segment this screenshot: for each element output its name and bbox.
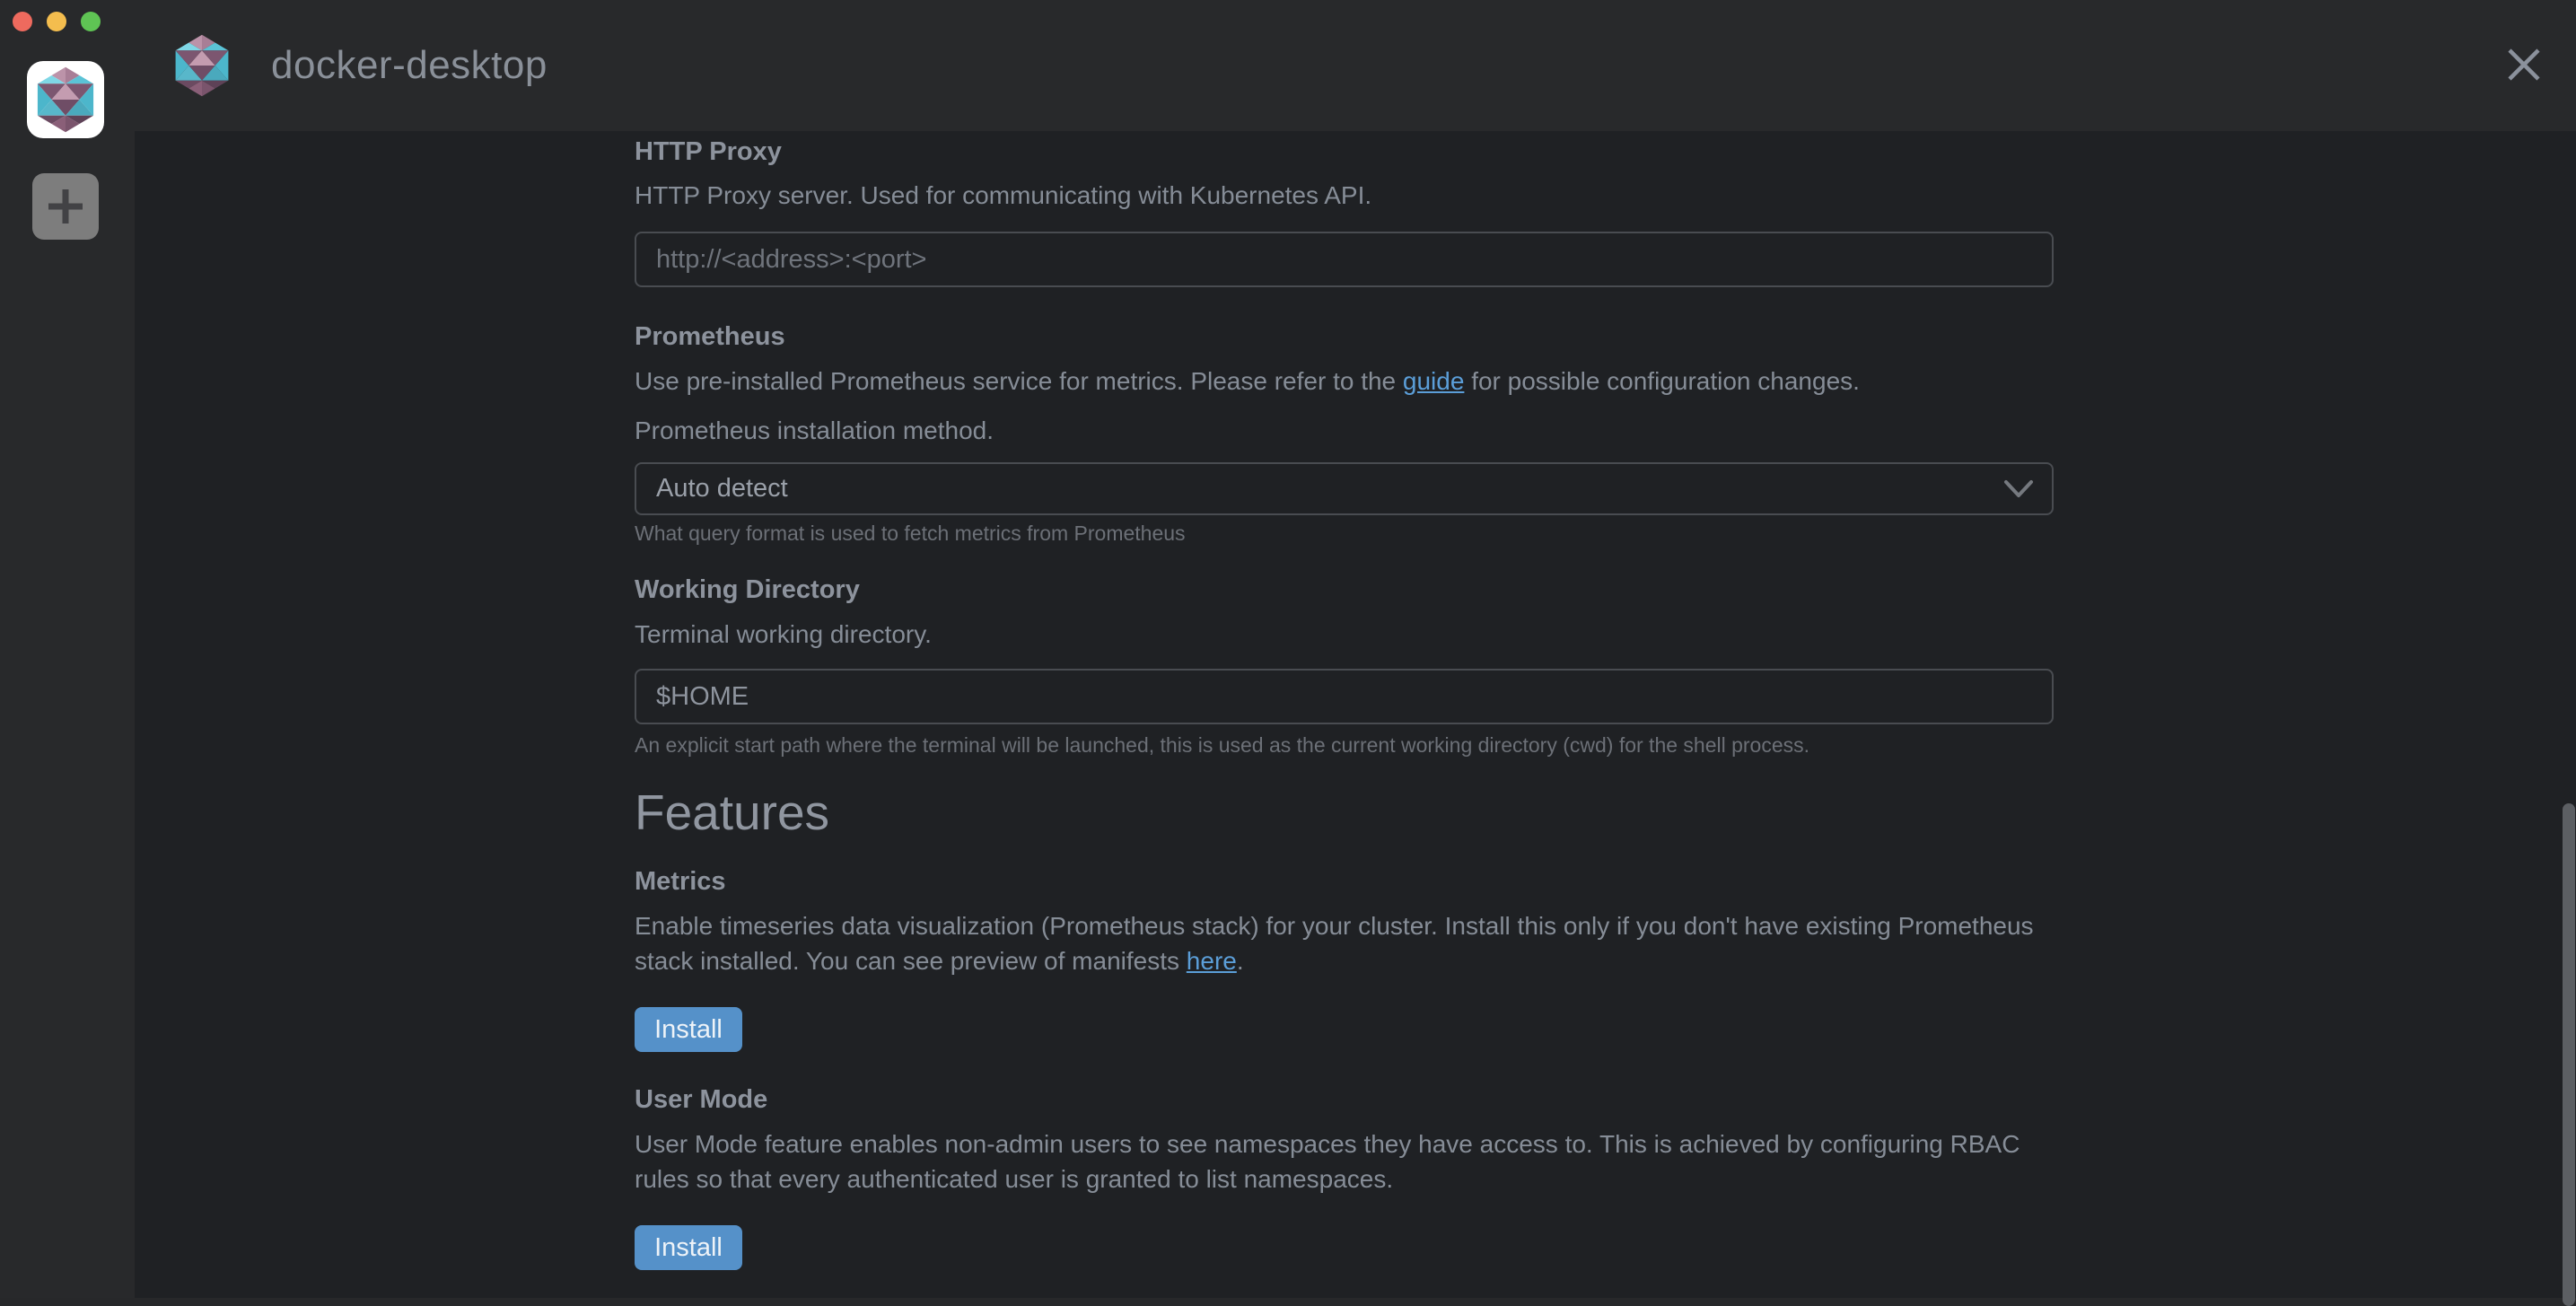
metrics-description-text-after: . [1236, 947, 1244, 975]
metrics-heading: Metrics [635, 867, 726, 896]
cluster-logo-icon [171, 32, 233, 99]
http-proxy-description: HTTP Proxy server. Used for communicating with Kubernetes API. [635, 181, 1372, 209]
prometheus-method-select[interactable] [635, 462, 2054, 515]
prometheus-description-text-after: for possible configuration changes. [1464, 367, 1860, 395]
window-header [135, 0, 2576, 131]
metrics-description-text: Enable timeseries data visualization (Prometheus stack) for your cluster. Install this only if you don't have existing Prometheus stack installed. You can see preview of manifests [635, 912, 2034, 975]
features-heading: Features [635, 784, 830, 840]
metrics-install-button[interactable]: Install [635, 1007, 742, 1052]
cluster-tile-docker-desktop[interactable] [27, 61, 104, 138]
traffic-lights [13, 12, 101, 31]
user-mode-heading: User Mode [635, 1085, 768, 1114]
add-cluster-button[interactable] [32, 173, 99, 240]
working-directory-heading: Working Directory [635, 575, 860, 604]
chevron-down-icon [2003, 479, 2034, 499]
maximize-window-light[interactable] [81, 12, 101, 31]
page-title: docker-desktop [271, 43, 548, 87]
working-directory-hint: An explicit start path where the terminal will be launched, this is used as the current working directory (cwd) for the shell process. [635, 733, 1810, 757]
vertical-scrollbar-thumb[interactable] [2563, 803, 2575, 1306]
working-directory-description: Terminal working directory. [635, 620, 932, 648]
settings-scroll-area [135, 131, 2576, 1298]
prometheus-heading: Prometheus [635, 322, 785, 351]
minimize-window-light[interactable] [47, 12, 66, 31]
prometheus-select-hint: What query format is used to fetch metrics from Prometheus [635, 522, 1186, 545]
close-window-light[interactable] [13, 12, 32, 31]
cluster-logo-icon [32, 66, 99, 134]
close-button[interactable] [2504, 45, 2544, 84]
user-mode-description: User Mode feature enables non-admin users to see namespaces they have access to. This is achieved by configuring RBAC rules so that every authenticated user is granted to list namespaces. [635, 1130, 2020, 1193]
metrics-description [635, 908, 2054, 978]
plus-icon [47, 188, 84, 225]
prometheus-method-label: Prometheus installation method. [635, 416, 994, 444]
cluster-sidebar [0, 0, 135, 1298]
http-proxy-heading: HTTP Proxy [635, 137, 782, 166]
prometheus-guide-link[interactable]: guide [1402, 367, 1465, 395]
prometheus-method-selected-value: Auto detect [656, 474, 788, 503]
working-directory-input[interactable] [635, 669, 2054, 724]
prometheus-description-text: Use pre-installed Prometheus service for metrics. Please refer to the [635, 367, 1403, 395]
http-proxy-input[interactable] [635, 232, 2054, 287]
metrics-manifests-link[interactable]: here [1186, 947, 1237, 975]
prometheus-description [635, 364, 2054, 399]
close-icon [2506, 47, 2542, 83]
user-mode-install-button[interactable]: Install [635, 1225, 742, 1270]
